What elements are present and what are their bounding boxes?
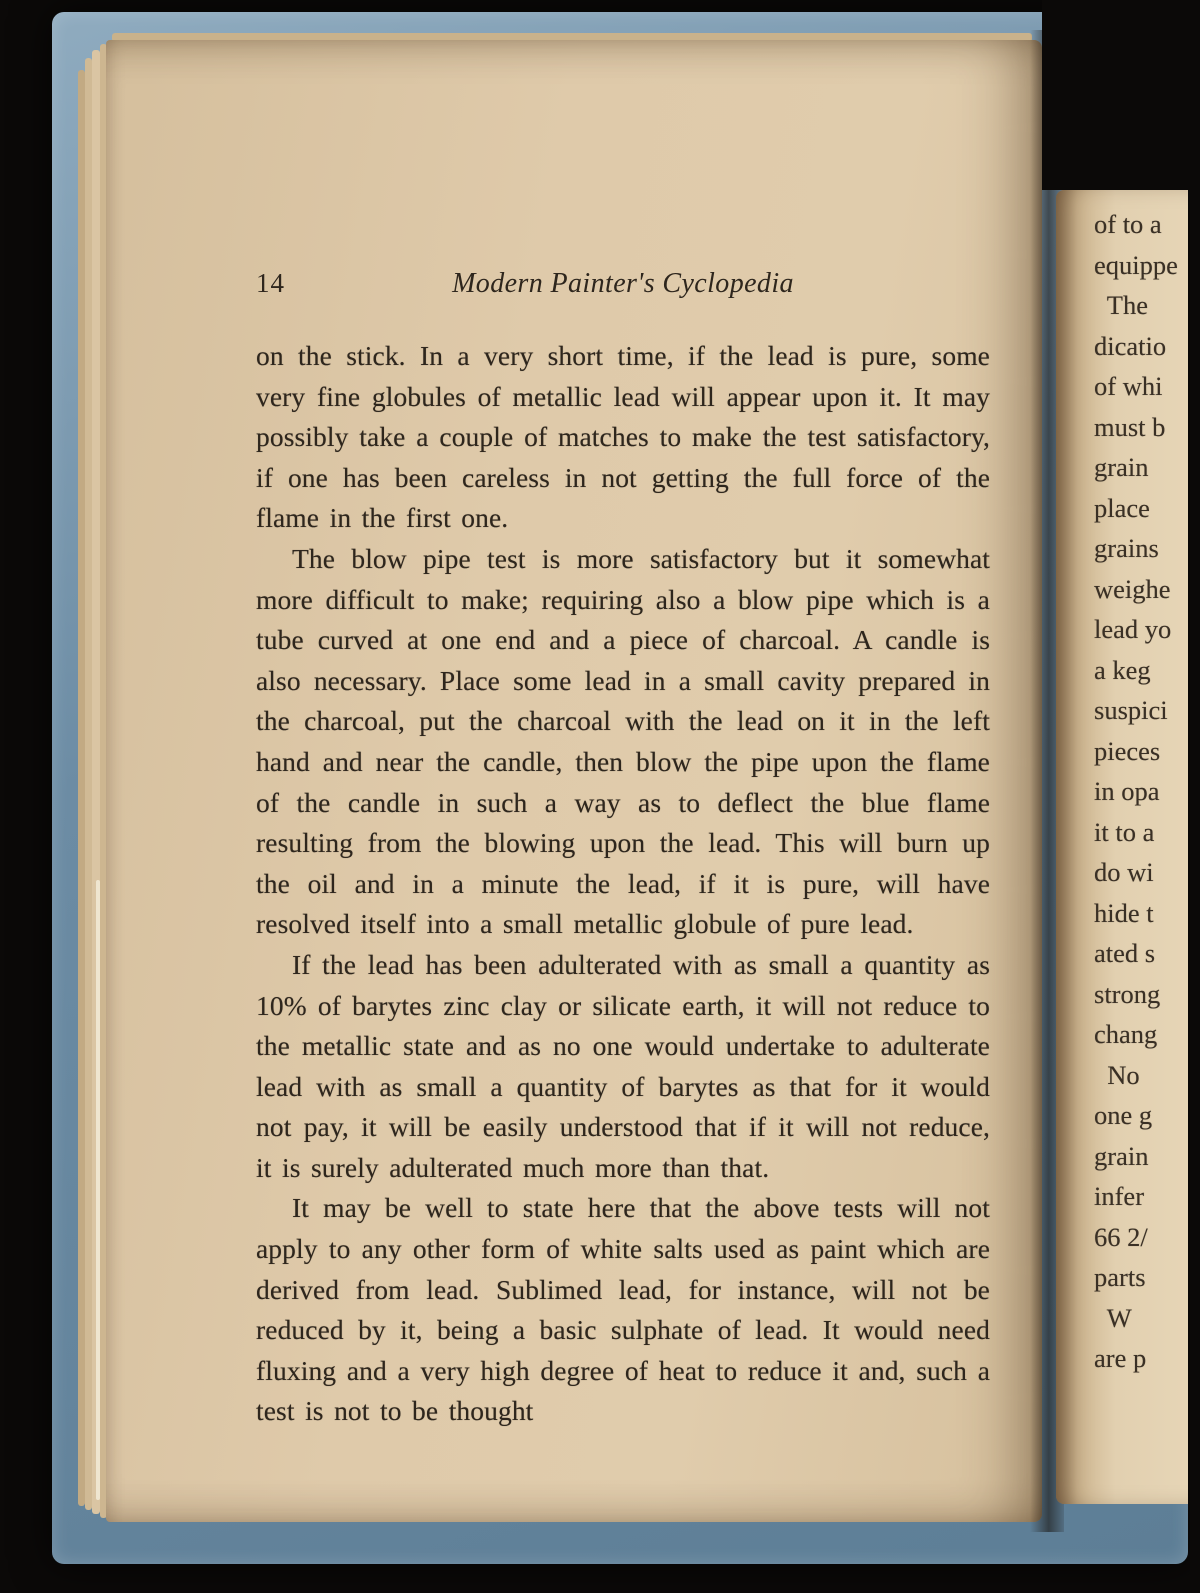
background-corner	[1042, 0, 1200, 190]
cutoff-text-line: grains	[1094, 533, 1159, 563]
cutoff-text-line: weighe	[1094, 573, 1171, 604]
page-body	[256, 336, 990, 1432]
cutoff-text-line: a keg	[1094, 654, 1151, 685]
cutoff-text-line: pieces	[1094, 735, 1161, 766]
running-title: Modern Painter's Cyclopedia	[452, 268, 794, 299]
cutoff-text-line: chang	[1094, 1019, 1158, 1049]
cutoff-text-line: The	[1094, 290, 1148, 320]
right-page	[1056, 190, 1188, 1504]
cutoff-text-line: hide t	[1094, 897, 1154, 928]
cutoff-text-line: strong	[1094, 978, 1161, 1009]
cutoff-text-line: W	[1094, 1302, 1132, 1333]
paragraph: The blow pipe test is more satisfactory but it somewhat more difficult to make; requiring also a blow pipe which is a tube curved at one end and a piece of charcoal. A candle is also necessary. Place some lead in a small cavity prepared in the charcoal, put the charcoal with the lead on it in the left hand and near the candle, then blow the pipe upon the flame of the candle in such a way as to deflect the blue flame resulting from the blowing upon the lead. This will burn up the oil and in a minute the lead, if it is pure, will have resolved itself into a small metallic globule of pure lead.	[256, 542, 990, 940]
cutoff-text-line: one g	[1094, 1100, 1153, 1130]
cutoff-text-line: infer	[1094, 1181, 1145, 1211]
text-block	[256, 40, 990, 1522]
left-page	[106, 40, 1042, 1522]
paragraph: It may be well to state here that the above tests will not apply to any other form of white salts used as paint which are derived from lead. Sublimed lead, for instance, will not be reduced by it, being a basic sulphate of lead. It would need fluxing and a very high degree of heat to reduce it and, such a test is not to be thought	[256, 1192, 990, 1427]
cutoff-text-line: do wi	[1094, 857, 1154, 887]
page-edge	[78, 70, 85, 1506]
cutoff-text-line: 66 2/	[1094, 1221, 1148, 1252]
cutoff-text-line: lead yo	[1094, 614, 1172, 644]
cutoff-text-line: dicatio	[1094, 330, 1167, 361]
cutoff-text-line: grain	[1094, 452, 1149, 482]
page-edge	[96, 880, 100, 1500]
cutoff-text-line: it to a	[1094, 816, 1155, 847]
cutoff-text-line: must b	[1094, 411, 1166, 442]
cutoff-text-line: in opa	[1094, 776, 1160, 806]
paragraph: on the stick. In a very short time, if the lead is pure, some very fine globules of metallic lead will appear upon it. It may possibly take a couple of matches to make the test satisfactory, if one has been careless in not getting the full force of the flame in the first one.	[256, 340, 990, 534]
cutoff-text-line: are p	[1094, 1343, 1147, 1373]
cutoff-text-line: equippe	[1094, 249, 1178, 280]
cutoff-text-line: of to a	[1094, 209, 1162, 239]
cutoff-text-line: of whi	[1094, 371, 1163, 401]
paragraph: If the lead has been adulterated with as small a quantity as 10% of barytes zinc clay or silicate earth, it will not reduce to the metallic state and as no one would undertake to adulterate lead with as small a quantity of barytes as that for it would not pay, it will be easily understood that if it will not reduce, it is surely adulterated much more than that.	[256, 948, 990, 1183]
page-edge	[85, 58, 92, 1510]
page-header	[256, 268, 990, 304]
background-edge	[1190, 0, 1200, 1593]
cutoff-text-line: grain	[1094, 1140, 1149, 1171]
right-page-body	[1056, 190, 1188, 1379]
cutoff-text-line: parts	[1094, 1262, 1146, 1292]
cutoff-text-line: place	[1094, 492, 1150, 523]
cutoff-text-line: ated s	[1094, 938, 1156, 968]
page-number: 14	[256, 268, 285, 298]
cutoff-text-line: No	[1094, 1059, 1140, 1090]
cutoff-text-line: suspici	[1094, 695, 1168, 725]
